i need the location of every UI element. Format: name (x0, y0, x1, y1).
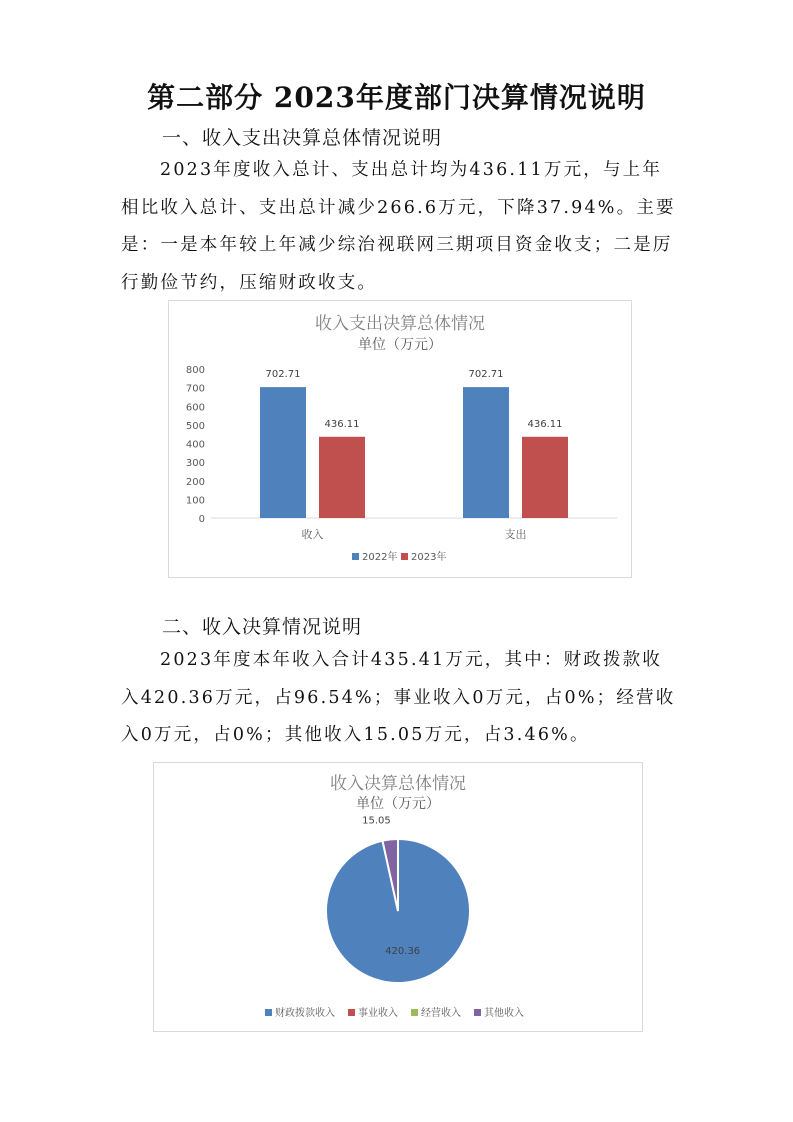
y-tick-label: 700 (185, 383, 205, 395)
y-tick-label: 800 (185, 365, 205, 376)
bar (260, 387, 306, 518)
y-tick-label: 600 (185, 402, 205, 414)
y-tick-label: 100 (185, 495, 205, 507)
section-1-paragraph: 2023年度收入总计、支出总计均为436.11万元，与上年相比收入总计、支出总计减少266.6万元，下降37.94%。主要是：一是本年较上年减少综治视联网三期项目资金收支；二是厉行勤俭节约，压缩财政收支。 (121, 160, 676, 293)
section-1-heading: 一、收入支出决算总体情况说明 (162, 127, 443, 149)
bar-data-label: 436.11 (324, 418, 360, 430)
legend-swatch (265, 1009, 272, 1016)
bar (522, 437, 568, 518)
section-2-paragraph: 2023年度本年收入合计435.41万元，其中：财政拨款收入420.36万元，占96.54%；事业收入0万元，占0%；经营收入0万元，占0%；其他收入15.05万元，占3.46%。 (121, 650, 676, 745)
x-tick-label: 支出 (504, 528, 527, 541)
section-2-heading: 二、收入决算情况说明 (162, 616, 363, 638)
y-tick-label: 400 (185, 439, 205, 451)
pie-data-label: 420.36 (385, 945, 421, 957)
legend-swatch (352, 553, 359, 560)
legend-swatch (411, 1009, 418, 1016)
y-tick-label: 300 (185, 458, 205, 470)
y-tick-label: 500 (185, 420, 205, 432)
bar (319, 437, 365, 518)
bar-chart-title: 收入支出决算总体情况 (315, 314, 485, 334)
x-tick-label: 收入 (301, 528, 324, 541)
legend-label: 其他收入 (484, 1008, 524, 1019)
bar-chart-subtitle: 单位（万元） (358, 337, 442, 353)
legend-label: 2022年 (362, 552, 398, 563)
pie-chart-subtitle: 单位（万元） (356, 796, 440, 812)
bar (463, 387, 509, 518)
legend-swatch (474, 1009, 481, 1016)
pie-chart-title: 收入决算总体情况 (330, 774, 466, 794)
bar-data-label: 702.71 (468, 369, 504, 381)
legend-label: 2023年 (411, 552, 447, 563)
y-tick-label: 200 (185, 476, 205, 488)
legend-swatch (348, 1009, 355, 1016)
legend-label: 财政拨款收入 (275, 1008, 335, 1019)
legend-label: 经营收入 (421, 1008, 461, 1019)
pie-data-label: 15.05 (362, 815, 391, 827)
y-tick-label: 0 (198, 514, 205, 525)
pie-chart-container (153, 762, 643, 1032)
pie-chart (154, 763, 642, 1031)
bar-data-label: 702.71 (265, 369, 301, 381)
legend-swatch (401, 553, 408, 560)
bar-chart (169, 301, 631, 577)
bar-chart-container (168, 300, 632, 578)
bar-data-label: 436.11 (527, 418, 563, 430)
page-title: 第二部分 2023年度部门决算情况说明 (147, 81, 646, 114)
legend-label: 事业收入 (358, 1008, 398, 1019)
